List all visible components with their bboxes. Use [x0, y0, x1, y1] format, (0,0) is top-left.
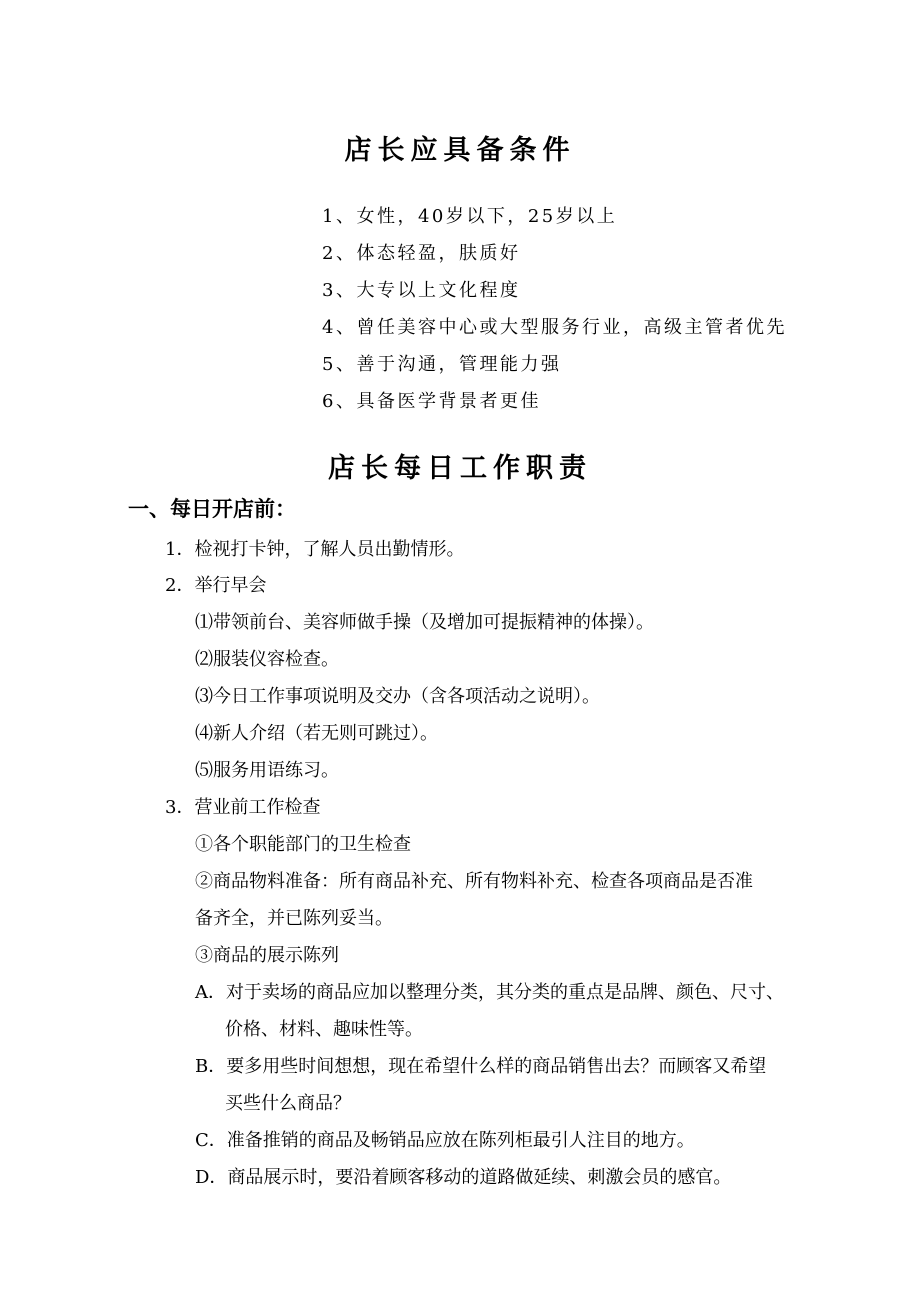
- duty-item: 3．营业前工作检查: [165, 797, 321, 818]
- display-point-continuation: 买些什么商品？: [225, 1093, 351, 1114]
- display-point-continuation: 价格、材料、趣味性等。: [225, 1019, 423, 1040]
- duty-subitem: ③商品的展示陈列: [195, 945, 339, 966]
- requirement-item: 5、善于沟通，管理能力强: [322, 354, 562, 375]
- title-daily-duties: 店长每日工作职责: [328, 453, 592, 484]
- display-point: D．商品展示时，要沿着顾客移动的道路做延续、刺激会员的感官。: [195, 1167, 732, 1188]
- requirement-item: 2、体态轻盈，肤质好: [322, 243, 521, 264]
- duty-subitem: ②商品物料准备：所有商品补充、所有物料补充、检查各项商品是否准: [195, 871, 753, 892]
- duty-subitem: ⑸服务用语练习。: [195, 760, 339, 781]
- requirement-item: 3、大专以上文化程度: [322, 280, 521, 301]
- duty-subitem: ⑷新人介绍（若无则可跳过）。: [195, 723, 438, 744]
- display-point: A．对于卖场的商品应加以整理分类，其分类的重点是品牌、颜色、尺寸、: [195, 982, 784, 1003]
- duty-subitem: ①各个职能部门的卫生检查: [195, 834, 411, 855]
- duty-item: 1．检视打卡钟，了解人员出勤情形。: [165, 539, 465, 560]
- duty-subitem: ⑵服装仪容检查。: [195, 649, 339, 670]
- duty-item: 2．举行早会: [165, 575, 267, 596]
- duty-subitem: ⑴带领前台、美容师做手操（及增加可提振精神的体操）。: [195, 612, 654, 633]
- duty-subitem: ⑶今日工作事项说明及交办（含各项活动之说明）。: [195, 686, 600, 707]
- section-heading-before-opening: 一、每日开店前：: [128, 497, 296, 521]
- duty-subitem-continuation: 备齐全，并已陈列妥当。: [195, 908, 393, 929]
- title-store-manager-requirements: 店长应具备条件: [344, 135, 576, 166]
- display-point: B．要多用些时间想想，现在希望什么样的商品销售出去？而顾客又希望: [195, 1056, 767, 1077]
- requirement-item: 4、曾任美容中心或大型服务行业，高级主管者优先: [322, 317, 787, 338]
- display-point: C．准备推销的商品及畅销品应放在陈列柜最引人注目的地方。: [195, 1130, 695, 1151]
- requirement-item: 1、女性，40岁以下，25岁以上: [322, 206, 618, 227]
- requirement-item: 6、具备医学背景者更佳: [322, 391, 541, 412]
